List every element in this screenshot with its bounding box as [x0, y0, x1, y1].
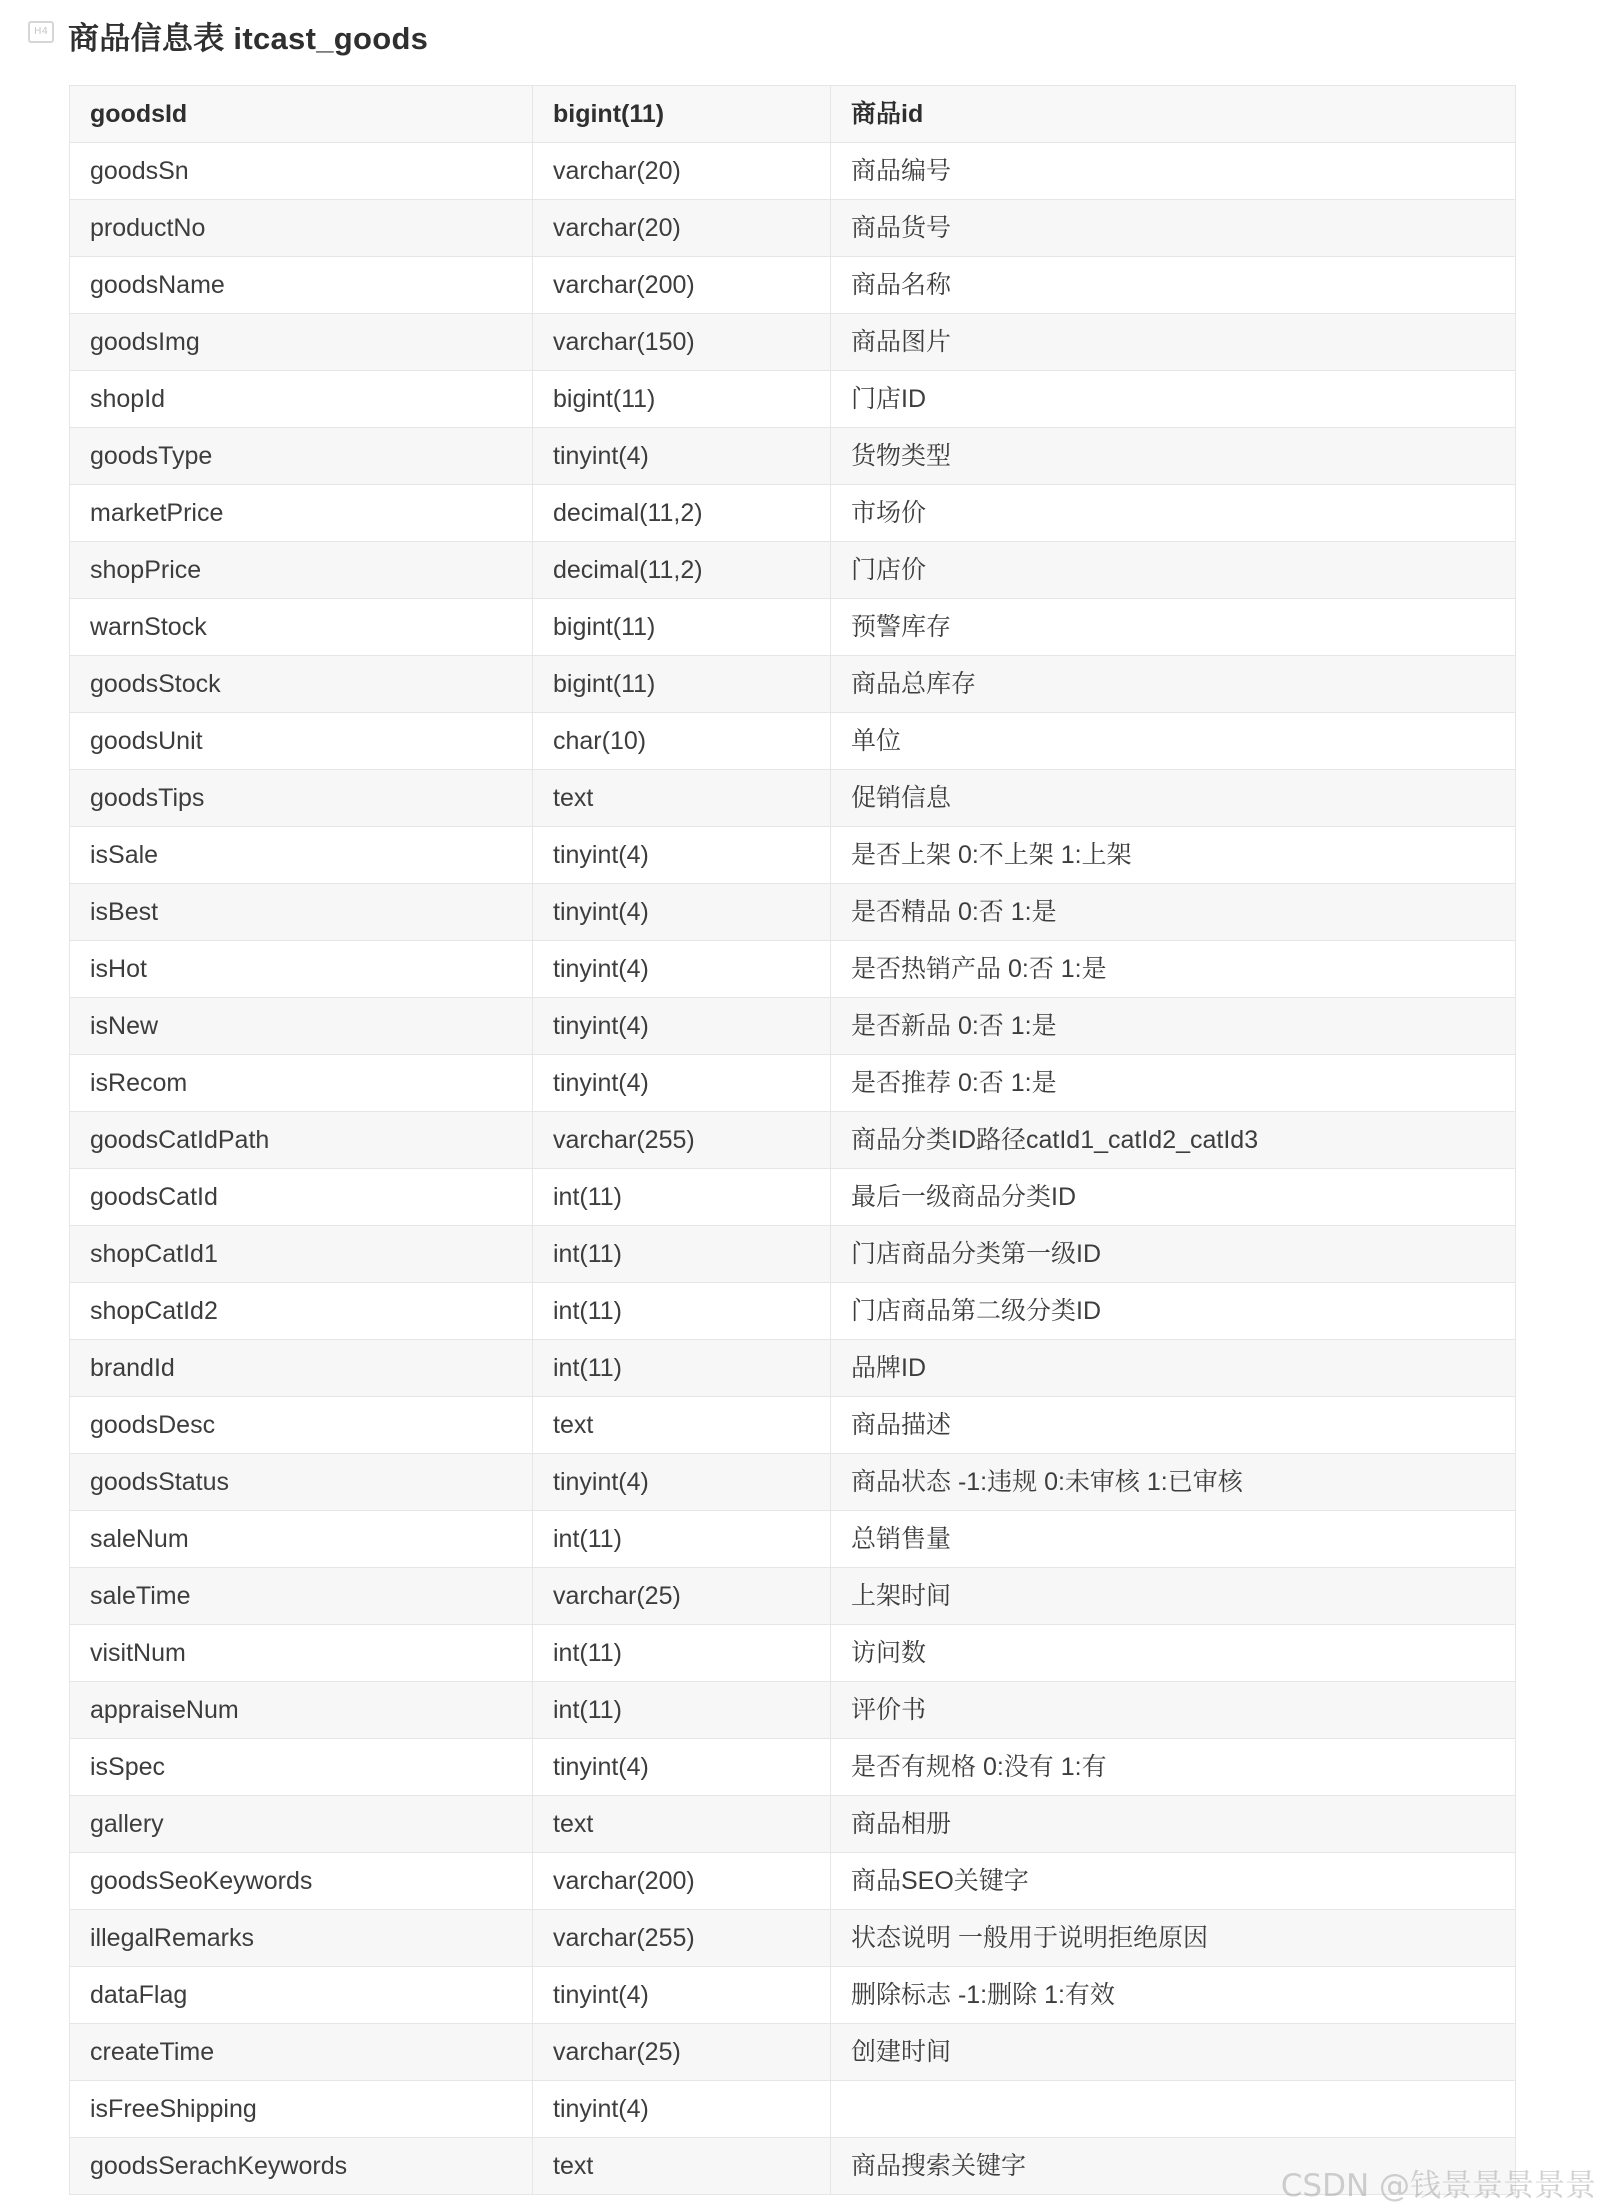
field-name-cell: isSpec	[70, 1739, 533, 1796]
table-row	[70, 257, 1516, 314]
field-name-cell: isFreeShipping	[70, 2081, 533, 2138]
header-cell-field: goodsId	[70, 86, 533, 143]
table-row	[70, 1511, 1516, 1568]
field-name-cell: shopCatId1	[70, 1226, 533, 1283]
field-type-cell: int(11)	[533, 1511, 831, 1568]
field-comment-cell: 促销信息	[831, 770, 1516, 827]
field-type-cell: int(11)	[533, 1226, 831, 1283]
field-comment-cell	[831, 2081, 1516, 2138]
field-name-cell: goodsSeoKeywords	[70, 1853, 533, 1910]
field-name-cell: warnStock	[70, 599, 533, 656]
field-type-cell: tinyint(4)	[533, 1055, 831, 1112]
table-row	[70, 599, 1516, 656]
field-comment-cell: 商品总库存	[831, 656, 1516, 713]
field-name-cell: marketPrice	[70, 485, 533, 542]
table-title: 商品信息表 itcast_goods	[68, 20, 429, 56]
field-name-cell: appraiseNum	[70, 1682, 533, 1739]
table-row	[70, 1112, 1516, 1169]
field-name-cell: goodsName	[70, 257, 533, 314]
field-comment-cell: 是否精品 0:否 1:是	[831, 884, 1516, 941]
field-name-cell: illegalRemarks	[70, 1910, 533, 1967]
field-comment-cell: 上架时间	[831, 1568, 1516, 1625]
field-type-cell: int(11)	[533, 1340, 831, 1397]
field-comment-cell: 预警库存	[831, 599, 1516, 656]
table-row	[70, 371, 1516, 428]
field-type-cell: text	[533, 1397, 831, 1454]
field-type-cell: varchar(200)	[533, 1853, 831, 1910]
field-type-cell: bigint(11)	[533, 599, 831, 656]
field-name-cell: isSale	[70, 827, 533, 884]
field-name-cell: goodsUnit	[70, 713, 533, 770]
field-name-cell: goodsSn	[70, 143, 533, 200]
table-row	[70, 2081, 1516, 2138]
field-comment-cell: 状态说明 一般用于说明拒绝原因	[831, 1910, 1516, 1967]
field-type-cell: text	[533, 1796, 831, 1853]
field-type-cell: varchar(20)	[533, 200, 831, 257]
field-type-cell: int(11)	[533, 1682, 831, 1739]
field-name-cell: createTime	[70, 2024, 533, 2081]
table-row	[70, 713, 1516, 770]
field-type-cell: varchar(200)	[533, 257, 831, 314]
field-comment-cell: 门店商品分类第一级ID	[831, 1226, 1516, 1283]
field-type-cell: varchar(255)	[533, 1910, 831, 1967]
table-row	[70, 542, 1516, 599]
field-comment-cell: 是否新品 0:否 1:是	[831, 998, 1516, 1055]
table-row	[70, 1283, 1516, 1340]
h4-icon: H4	[28, 21, 54, 43]
field-name-cell: isHot	[70, 941, 533, 998]
table-row	[70, 1967, 1516, 2024]
field-name-cell: isBest	[70, 884, 533, 941]
field-name-cell: productNo	[70, 200, 533, 257]
field-name-cell: saleTime	[70, 1568, 533, 1625]
table-row	[70, 1454, 1516, 1511]
table-row	[70, 884, 1516, 941]
field-type-cell: decimal(11,2)	[533, 542, 831, 599]
field-comment-cell: 商品状态 -1:违规 0:未审核 1:已审核	[831, 1454, 1516, 1511]
field-type-cell: varchar(255)	[533, 1112, 831, 1169]
table-row	[70, 1568, 1516, 1625]
field-type-cell: tinyint(4)	[533, 827, 831, 884]
field-name-cell: goodsImg	[70, 314, 533, 371]
field-type-cell: tinyint(4)	[533, 428, 831, 485]
table-row	[70, 1739, 1516, 1796]
csdn-watermark: CSDN @钱景景景景景	[1280, 2168, 1596, 2204]
field-name-cell: dataFlag	[70, 1967, 533, 2024]
field-type-cell: tinyint(4)	[533, 2081, 831, 2138]
field-type-cell: varchar(25)	[533, 2024, 831, 2081]
field-comment-cell: 商品相册	[831, 1796, 1516, 1853]
field-comment-cell: 是否有规格 0:没有 1:有	[831, 1739, 1516, 1796]
field-type-cell: int(11)	[533, 1169, 831, 1226]
field-name-cell: isRecom	[70, 1055, 533, 1112]
field-comment-cell: 门店商品第二级分类ID	[831, 1283, 1516, 1340]
field-comment-cell: 市场价	[831, 485, 1516, 542]
field-comment-cell: 评价书	[831, 1682, 1516, 1739]
table-row	[70, 428, 1516, 485]
table-row	[70, 1682, 1516, 1739]
table-row	[70, 2024, 1516, 2081]
field-comment-cell: 门店ID	[831, 371, 1516, 428]
table-row	[70, 998, 1516, 1055]
field-comment-cell: 是否上架 0:不上架 1:上架	[831, 827, 1516, 884]
field-type-cell: tinyint(4)	[533, 1967, 831, 2024]
field-name-cell: goodsStock	[70, 656, 533, 713]
field-name-cell: goodsCatIdPath	[70, 1112, 533, 1169]
table-row	[70, 1169, 1516, 1226]
field-name-cell: goodsStatus	[70, 1454, 533, 1511]
field-type-cell: int(11)	[533, 1625, 831, 1682]
goods-table-container	[69, 85, 1515, 2195]
table-row	[70, 1226, 1516, 1283]
table-row	[70, 941, 1516, 998]
field-name-cell: goodsTips	[70, 770, 533, 827]
field-comment-cell: 访问数	[831, 1625, 1516, 1682]
field-name-cell: brandId	[70, 1340, 533, 1397]
field-comment-cell: 最后一级商品分类ID	[831, 1169, 1516, 1226]
field-type-cell: text	[533, 770, 831, 827]
goods-schema-table	[69, 85, 1516, 2195]
field-comment-cell: 删除标志 -1:删除 1:有效	[831, 1967, 1516, 2024]
table-row	[70, 314, 1516, 371]
field-name-cell: goodsCatId	[70, 1169, 533, 1226]
field-comment-cell: 是否热销产品 0:否 1:是	[831, 941, 1516, 998]
table-row	[70, 1910, 1516, 1967]
field-comment-cell: 创建时间	[831, 2024, 1516, 2081]
table-body	[70, 143, 1516, 2195]
field-name-cell: goodsDesc	[70, 1397, 533, 1454]
field-type-cell: tinyint(4)	[533, 1454, 831, 1511]
field-comment-cell: 商品图片	[831, 314, 1516, 371]
table-row	[70, 1397, 1516, 1454]
field-name-cell: saleNum	[70, 1511, 533, 1568]
field-comment-cell: 货物类型	[831, 428, 1516, 485]
table-row	[70, 656, 1516, 713]
field-name-cell: goodsType	[70, 428, 533, 485]
field-comment-cell: 商品搜索关键字	[831, 2138, 1516, 2195]
field-comment-cell: 商品SEO关键字	[831, 1853, 1516, 1910]
field-type-cell: int(11)	[533, 1283, 831, 1340]
field-comment-cell: 品牌ID	[831, 1340, 1516, 1397]
field-type-cell: text	[533, 2138, 831, 2195]
field-comment-cell: 商品名称	[831, 257, 1516, 314]
table-row	[70, 1055, 1516, 1112]
field-name-cell: goodsSerachKeywords	[70, 2138, 533, 2195]
table-row	[70, 827, 1516, 884]
table-header-row	[70, 86, 1516, 143]
field-type-cell: tinyint(4)	[533, 884, 831, 941]
field-type-cell: tinyint(4)	[533, 1739, 831, 1796]
field-type-cell: varchar(20)	[533, 143, 831, 200]
field-comment-cell: 商品货号	[831, 200, 1516, 257]
field-type-cell: decimal(11,2)	[533, 485, 831, 542]
table-row	[70, 770, 1516, 827]
field-comment-cell: 商品描述	[831, 1397, 1516, 1454]
table-row	[70, 1625, 1516, 1682]
table-row	[70, 1340, 1516, 1397]
field-name-cell: shopPrice	[70, 542, 533, 599]
field-comment-cell: 单位	[831, 713, 1516, 770]
field-type-cell: bigint(11)	[533, 656, 831, 713]
table-row	[70, 200, 1516, 257]
section-heading	[28, 12, 428, 58]
field-name-cell: visitNum	[70, 1625, 533, 1682]
field-type-cell: varchar(25)	[533, 1568, 831, 1625]
field-comment-cell: 商品分类ID路径catId1_catId2_catId3	[831, 1112, 1516, 1169]
field-type-cell: char(10)	[533, 713, 831, 770]
field-comment-cell: 是否推荐 0:否 1:是	[831, 1055, 1516, 1112]
table-row	[70, 143, 1516, 200]
table-row	[70, 1796, 1516, 1853]
field-type-cell: varchar(150)	[533, 314, 831, 371]
header-cell-type: bigint(11)	[533, 86, 831, 143]
field-type-cell: bigint(11)	[533, 371, 831, 428]
field-name-cell: shopCatId2	[70, 1283, 533, 1340]
field-name-cell: gallery	[70, 1796, 533, 1853]
field-comment-cell: 门店价	[831, 542, 1516, 599]
field-name-cell: shopId	[70, 371, 533, 428]
field-comment-cell: 商品编号	[831, 143, 1516, 200]
field-type-cell: tinyint(4)	[533, 998, 831, 1055]
field-comment-cell: 总销售量	[831, 1511, 1516, 1568]
header-cell-comment: 商品id	[831, 86, 1516, 143]
table-row	[70, 485, 1516, 542]
field-type-cell: tinyint(4)	[533, 941, 831, 998]
field-name-cell: isNew	[70, 998, 533, 1055]
table-row	[70, 1853, 1516, 1910]
